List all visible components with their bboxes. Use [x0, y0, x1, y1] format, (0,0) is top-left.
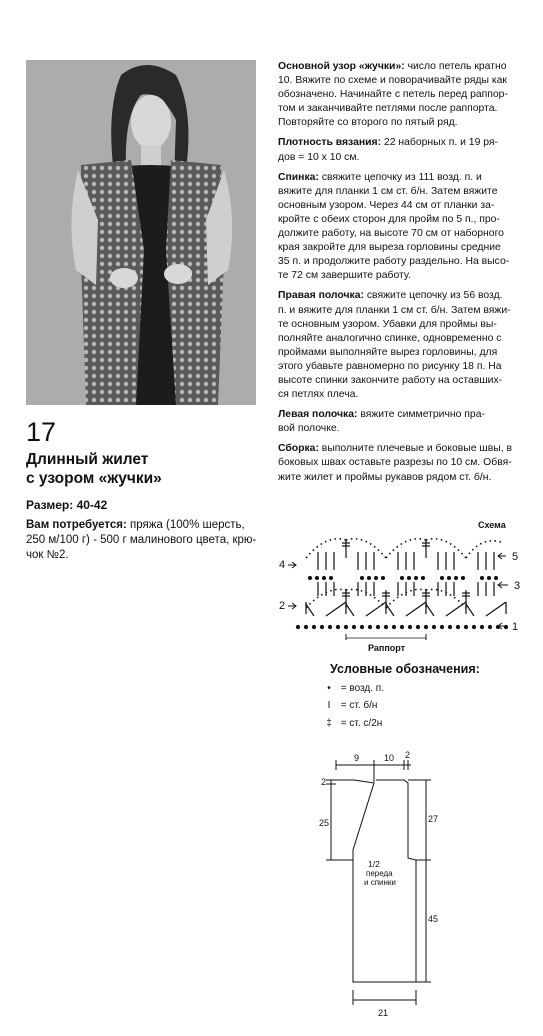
instruction-line: вяжите симметрично пра- [357, 409, 485, 421]
rapport-label: Раппорт [368, 643, 406, 653]
instruction-label: Левая полочка: [278, 409, 358, 421]
instruction-line: ся петлях плеча. [278, 389, 359, 401]
chart-row-1 [296, 625, 507, 628]
title-line: Длинный жилет [26, 451, 149, 468]
instruction-line: число петель кратно [404, 61, 507, 72]
pattern-drawing [316, 750, 456, 1030]
legend-item-chain: • = возд. п. [320, 683, 384, 695]
row-number-5: 5 [512, 551, 519, 563]
materials-line: чок №2. [26, 549, 69, 561]
article-title [26, 450, 256, 488]
double-crochet-icon: ‡ [326, 718, 332, 729]
crochet-chart [276, 530, 526, 655]
instruction-line: высоте спинки закончите работу на оставших- [278, 374, 503, 386]
row-number-1: 1 [512, 621, 519, 633]
instruction-line: вяжите для планки 1 см ст. б/н. Затем вяжите [278, 185, 498, 197]
instruction-line: должите работу, на высоте 70 см от наборного [278, 228, 504, 240]
single-crochet-icon: I [327, 700, 331, 711]
instruction-label: Правая полочка: [278, 290, 364, 302]
model-photo [26, 60, 256, 405]
instruction-line: полняйте аналогично спинке, одновременно с [278, 332, 502, 344]
instruction-line: дов = 10 x 10 см. [278, 151, 360, 163]
materials-label: Вам потребуется: [26, 519, 127, 531]
instruction-line: 22 наборных п. и 19 ря- [381, 137, 498, 149]
svg-text:21: 21 [378, 1008, 389, 1018]
instruction-line: выполните плечевые и боковые швы, в [318, 443, 512, 455]
materials-line: 250 м/100 г) - 500 г малинового цвета, крю- [26, 534, 257, 546]
instruction-label: Сборка: [278, 443, 319, 455]
size-line [26, 498, 107, 513]
chain-dot-icon: • [327, 683, 331, 694]
svg-text:2: 2 [321, 777, 327, 787]
materials-line: пряжа (100% шерсть, [126, 519, 245, 531]
instruction-line: боковых швах оставьте разрезы по 10 см. Обвя- [278, 457, 512, 469]
instruction-line: свяжите цепочку из 56 возд. [363, 290, 503, 302]
legend-item-sc: I = ст. б/н [320, 700, 377, 712]
instruction-paragraph [278, 289, 528, 402]
instruction-label: Спинка: [278, 171, 319, 183]
instructions-column [278, 60, 528, 491]
instruction-line: п. и вяжите для планки 1 см ст. б/н. Затем вяжи- [278, 304, 511, 316]
legend-title: Условные обозначения: [330, 662, 480, 676]
instruction-paragraph [278, 171, 528, 284]
schema-label: Схема [478, 520, 506, 530]
row-number-3: 3 [514, 580, 521, 592]
article-number: 17 [26, 417, 57, 447]
instruction-line: этого убавьте равномерно по рисунку 18 п. На [278, 360, 502, 372]
svg-text:25: 25 [319, 818, 330, 828]
instruction-paragraph [278, 60, 528, 130]
instruction-line: обозначено. Начинайте с петель перед раппор- [278, 89, 508, 101]
instruction-line: 10. Вяжите по схеме и поворачивайте ряды как [278, 75, 507, 87]
instruction-line: жите жилет и проймы рукавов рядом ст. б/н. [278, 471, 492, 483]
legend-item-dc2: ‡ = ст. с/2н [320, 718, 382, 730]
row-number-4: 4 [279, 559, 286, 571]
instruction-line: вой полочке. [278, 423, 340, 435]
instruction-label: Основной узор «жучки»: [278, 61, 405, 72]
instruction-paragraph [278, 442, 528, 484]
svg-text:и спинки: и спинки [364, 878, 396, 887]
instruction-line: проймами выполняйте вырез горловины, для [278, 346, 498, 358]
instruction-line: Повторяйте со второго по пятый ряд. [278, 117, 458, 129]
svg-text:1/2: 1/2 [368, 859, 380, 869]
materials-block [26, 518, 264, 563]
size-label: Размер: [26, 498, 74, 512]
instruction-paragraph [278, 136, 528, 164]
title-line: с узором «жучки» [26, 470, 162, 487]
svg-text:9: 9 [354, 753, 360, 763]
instruction-line: те 72 см завершите работу. [278, 270, 411, 282]
instruction-line: кройте с обеих сторон для пройм по 5 п., про- [278, 213, 500, 225]
svg-text:2: 2 [405, 750, 411, 760]
instruction-line: основным узором. Через 44 см от планки за- [278, 199, 495, 211]
svg-text:27: 27 [428, 814, 439, 824]
instruction-line: свяжите цепочку из 111 возд. п. и [318, 171, 482, 183]
instruction-line: те основным узором. Убавки для проймы вы- [278, 318, 497, 330]
instruction-line: 35 п. и продолжите работу раздельно. На высо- [278, 256, 510, 268]
instruction-paragraph [278, 408, 528, 436]
instruction-label: Плотность вязания: [278, 137, 382, 149]
instruction-line: края закройте для выреза горловины средние [278, 242, 501, 254]
size-value: 40-42 [76, 498, 108, 512]
row-number-2: 2 [279, 600, 286, 612]
svg-text:10: 10 [384, 753, 395, 763]
svg-text:45: 45 [428, 914, 439, 924]
svg-text:переда: переда [366, 869, 393, 878]
instruction-line: том и заканчивайте петлями после раппорта. [278, 103, 498, 115]
